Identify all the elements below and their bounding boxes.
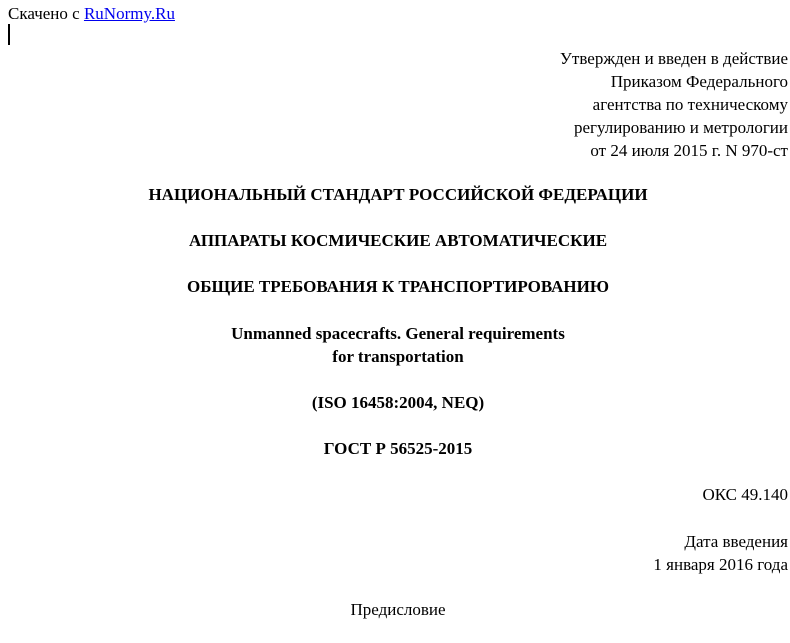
download-source-line (8, 2, 175, 25)
approval-line: от 24 июля 2015 г. N 970-ст (590, 141, 788, 160)
effective-date-label: Дата введения (684, 532, 788, 551)
approval-line: Приказом Федерального (610, 72, 788, 91)
oks-code: ОКС 49.140 (702, 485, 788, 504)
effective-date-block (653, 530, 788, 576)
effective-date-value: 1 января 2016 года (653, 555, 788, 574)
approval-line: Утвержден и введен в действие (559, 49, 788, 68)
iso-reference: (ISO 16458:2004, NEQ) (311, 393, 485, 412)
text-cursor (8, 24, 10, 45)
national-standard-heading: НАЦИОНАЛЬНЫЙ СТАНДАРТ РОССИЙСКОЙ ФЕДЕРАЦИИ (148, 185, 648, 204)
preface-heading: Предисловие (350, 600, 446, 619)
standard-title-line-2: ОБЩИЕ ТРЕБОВАНИЯ К ТРАНСПОРТИРОВАНИЮ (186, 277, 609, 296)
english-title-line-1: Unmanned spacecrafts. General requirements (231, 324, 565, 343)
standard-title-line-1: АППАРАТЫ КОСМИЧЕСКИЕ АВТОМАТИЧЕСКИЕ (188, 231, 608, 250)
approval-block (560, 47, 788, 162)
approval-line: агентства по техническому (592, 95, 788, 114)
english-title-line-2: for transportation (332, 347, 464, 366)
runormy-link[interactable]: RuNormy.Ru (83, 4, 175, 23)
approval-line: регулированию и метрологии (573, 118, 788, 137)
download-source-prefix: Скачено с (8, 4, 84, 23)
gost-number: ГОСТ Р 56525-2015 (323, 439, 473, 458)
